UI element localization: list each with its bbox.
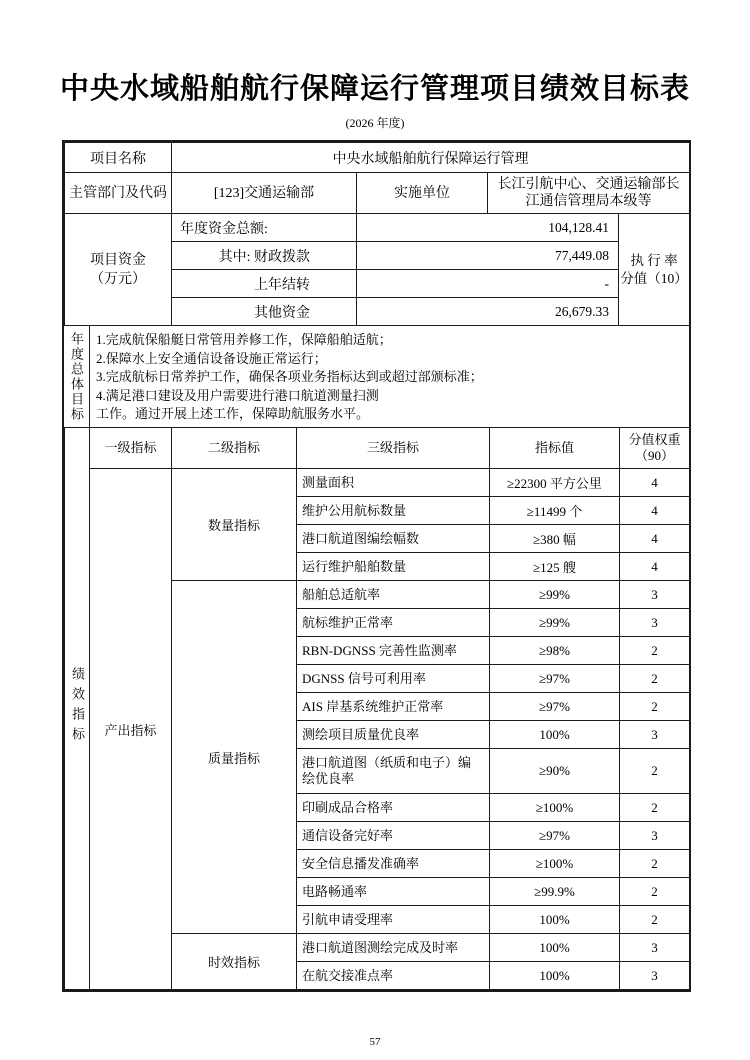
indicator-target: 100% bbox=[490, 906, 620, 934]
indicator-weight: 2 bbox=[620, 906, 690, 934]
fund-item-label: 其中: 财政拨款 bbox=[172, 242, 357, 270]
indicator-weight: 3 bbox=[620, 721, 690, 749]
annual-goal-line: 2.保障水上安全通信设备设施正常运行； bbox=[96, 350, 327, 366]
project-funds-label bbox=[65, 214, 172, 326]
indicator-name: 运行维护船舶数量 bbox=[297, 553, 490, 581]
indicator-weight: 4 bbox=[620, 553, 690, 581]
indicator-target: ≥11499 个 bbox=[490, 497, 620, 525]
implementing-unit-label: 实施单位 bbox=[357, 173, 488, 214]
fund-item-value: 104,128.41 bbox=[357, 214, 619, 242]
indicator-name: 安全信息播发准确率 bbox=[297, 850, 490, 878]
annual-goal-content bbox=[90, 326, 689, 427]
execution-rate-score bbox=[619, 214, 690, 326]
level1-indicator-cell: 产出指标 bbox=[90, 469, 172, 990]
indicator-name: 港口航道图（纸质和电子）编绘优良率 bbox=[297, 749, 490, 794]
indicator-name: 港口航道图编绘幅数 bbox=[297, 525, 490, 553]
indicator-name: 引航申请受理率 bbox=[297, 906, 490, 934]
indicator-target: ≥100% bbox=[490, 794, 620, 822]
annual-goal-label bbox=[64, 326, 90, 427]
performance-target-table bbox=[62, 140, 691, 992]
indicator-name: 测量面积 bbox=[297, 469, 490, 497]
indicator-name: 航标维护正常率 bbox=[297, 609, 490, 637]
indicator-weight: 3 bbox=[620, 581, 690, 609]
indicator-name: 在航交接准点率 bbox=[297, 962, 490, 990]
project-funds-label-line1: 项目资金 bbox=[90, 252, 146, 268]
indicator-weight: 2 bbox=[620, 749, 690, 794]
indicator-row bbox=[65, 469, 690, 497]
indicator-weight: 2 bbox=[620, 665, 690, 693]
header-level2: 二级指标 bbox=[172, 428, 297, 469]
indicator-weight: 4 bbox=[620, 469, 690, 497]
indicator-target: ≥99% bbox=[490, 609, 620, 637]
level2-group-timeliness: 时效指标 bbox=[172, 934, 297, 990]
indicator-name: 船舶总适航率 bbox=[297, 581, 490, 609]
indicator-weight: 2 bbox=[620, 693, 690, 721]
annual-goal-line: 工作。通过开展上述工作，保障助航服务水平。 bbox=[96, 406, 370, 422]
project-funds-label-line2: （万元） bbox=[90, 271, 146, 287]
indicator-weight: 2 bbox=[620, 878, 690, 906]
annual-goal-line: 3.完成航标日常养护工作，确保各项业务指标达到或超过部颁标准； bbox=[96, 369, 483, 385]
header-level1: 一级指标 bbox=[90, 428, 172, 469]
annual-goal-line: 1.完成航保船艇日常管用养修工作，保障船舶适航； bbox=[96, 332, 392, 347]
page-number: 57 bbox=[369, 1036, 381, 1048]
indicator-target: ≥125 艘 bbox=[490, 553, 620, 581]
indicator-name: DGNSS 信号可利用率 bbox=[297, 665, 490, 693]
fund-item-value: 77,449.08 bbox=[357, 242, 619, 270]
indicator-target: ≥97% bbox=[490, 693, 620, 721]
performance-indicators-side-text: 绩效指标 bbox=[70, 666, 85, 747]
indicators-header-row bbox=[65, 428, 690, 469]
indicator-target: ≥98% bbox=[490, 637, 620, 665]
indicator-weight: 3 bbox=[620, 822, 690, 850]
document-subtitle: (2026 年度) bbox=[345, 116, 405, 130]
fund-item-value: - bbox=[357, 270, 619, 298]
indicator-target: ≥99% bbox=[490, 581, 620, 609]
indicator-target: 100% bbox=[490, 962, 620, 990]
execution-rate-line1: 执 行 率 bbox=[630, 252, 678, 268]
indicator-target: ≥22300 平方公里 bbox=[490, 469, 620, 497]
indicators-table bbox=[64, 427, 690, 990]
indicator-name: 测绘项目质量优良率 bbox=[297, 721, 490, 749]
level2-group-quality: 质量指标 bbox=[172, 581, 297, 934]
header-weight bbox=[620, 428, 690, 469]
header-level3: 三级指标 bbox=[297, 428, 490, 469]
header-target-value: 指标值 bbox=[490, 428, 620, 469]
fund-item-label: 年度资金总额: bbox=[172, 214, 357, 242]
indicator-target: ≥380 幅 bbox=[490, 525, 620, 553]
execution-rate-line2: 分值（10） bbox=[620, 270, 688, 286]
indicator-target: ≥90% bbox=[490, 749, 620, 794]
indicator-target: ≥97% bbox=[490, 822, 620, 850]
project-name-row bbox=[65, 143, 690, 173]
annual-goal-label-text: 年度总体目标 bbox=[69, 331, 84, 422]
department-label: 主管部门及代码 bbox=[65, 173, 172, 214]
annual-goal-line: 4.满足港口建设及用户需要进行港口航道测量扫测 bbox=[96, 387, 379, 403]
indicator-name: 维护公用航标数量 bbox=[297, 497, 490, 525]
department-value: [123]交通运输部 bbox=[172, 173, 357, 214]
header-weight-line1: 分值权重 bbox=[628, 432, 681, 447]
indicator-name: AIS 岸基系统维护正常率 bbox=[297, 693, 490, 721]
indicator-name: 通信设备完好率 bbox=[297, 822, 490, 850]
indicator-weight: 2 bbox=[620, 850, 690, 878]
indicator-weight: 4 bbox=[620, 525, 690, 553]
indicator-name: 印刷成品合格率 bbox=[297, 794, 490, 822]
indicator-weight: 3 bbox=[620, 934, 690, 962]
header-weight-line2: （90） bbox=[634, 448, 674, 463]
indicator-target: ≥97% bbox=[490, 665, 620, 693]
indicator-weight: 2 bbox=[620, 637, 690, 665]
fund-item-label: 上年结转 bbox=[172, 270, 357, 298]
indicator-weight: 4 bbox=[620, 497, 690, 525]
level2-group-quantity: 数量指标 bbox=[172, 469, 297, 581]
project-info-table bbox=[64, 142, 690, 326]
project-name-value: 中央水域船舶航行保障运行管理 bbox=[172, 143, 690, 173]
indicator-name: RBN-DGNSS 完善性监测率 bbox=[297, 637, 490, 665]
fund-row bbox=[65, 214, 690, 242]
indicator-target: 100% bbox=[490, 721, 620, 749]
indicator-weight: 3 bbox=[620, 962, 690, 990]
department-row bbox=[65, 173, 690, 214]
indicator-weight: 3 bbox=[620, 609, 690, 637]
fund-item-value: 26,679.33 bbox=[357, 298, 619, 326]
annual-goal-section bbox=[64, 326, 689, 427]
fund-item-label: 其他资金 bbox=[172, 298, 357, 326]
implementing-unit-value: 长江引航中心、交通运输部长江通信管理局本级等 bbox=[488, 173, 690, 214]
project-name-label: 项目名称 bbox=[65, 143, 172, 173]
indicator-weight: 2 bbox=[620, 794, 690, 822]
indicator-target: 100% bbox=[490, 934, 620, 962]
performance-indicators-side-label bbox=[65, 428, 90, 990]
indicator-name: 电路畅通率 bbox=[297, 878, 490, 906]
indicator-name: 港口航道图测绘完成及时率 bbox=[297, 934, 490, 962]
indicator-target: ≥100% bbox=[490, 850, 620, 878]
document-title: 中央水域船舶航行保障运行管理项目绩效目标表 bbox=[59, 73, 690, 105]
indicator-target: ≥99.9% bbox=[490, 878, 620, 906]
